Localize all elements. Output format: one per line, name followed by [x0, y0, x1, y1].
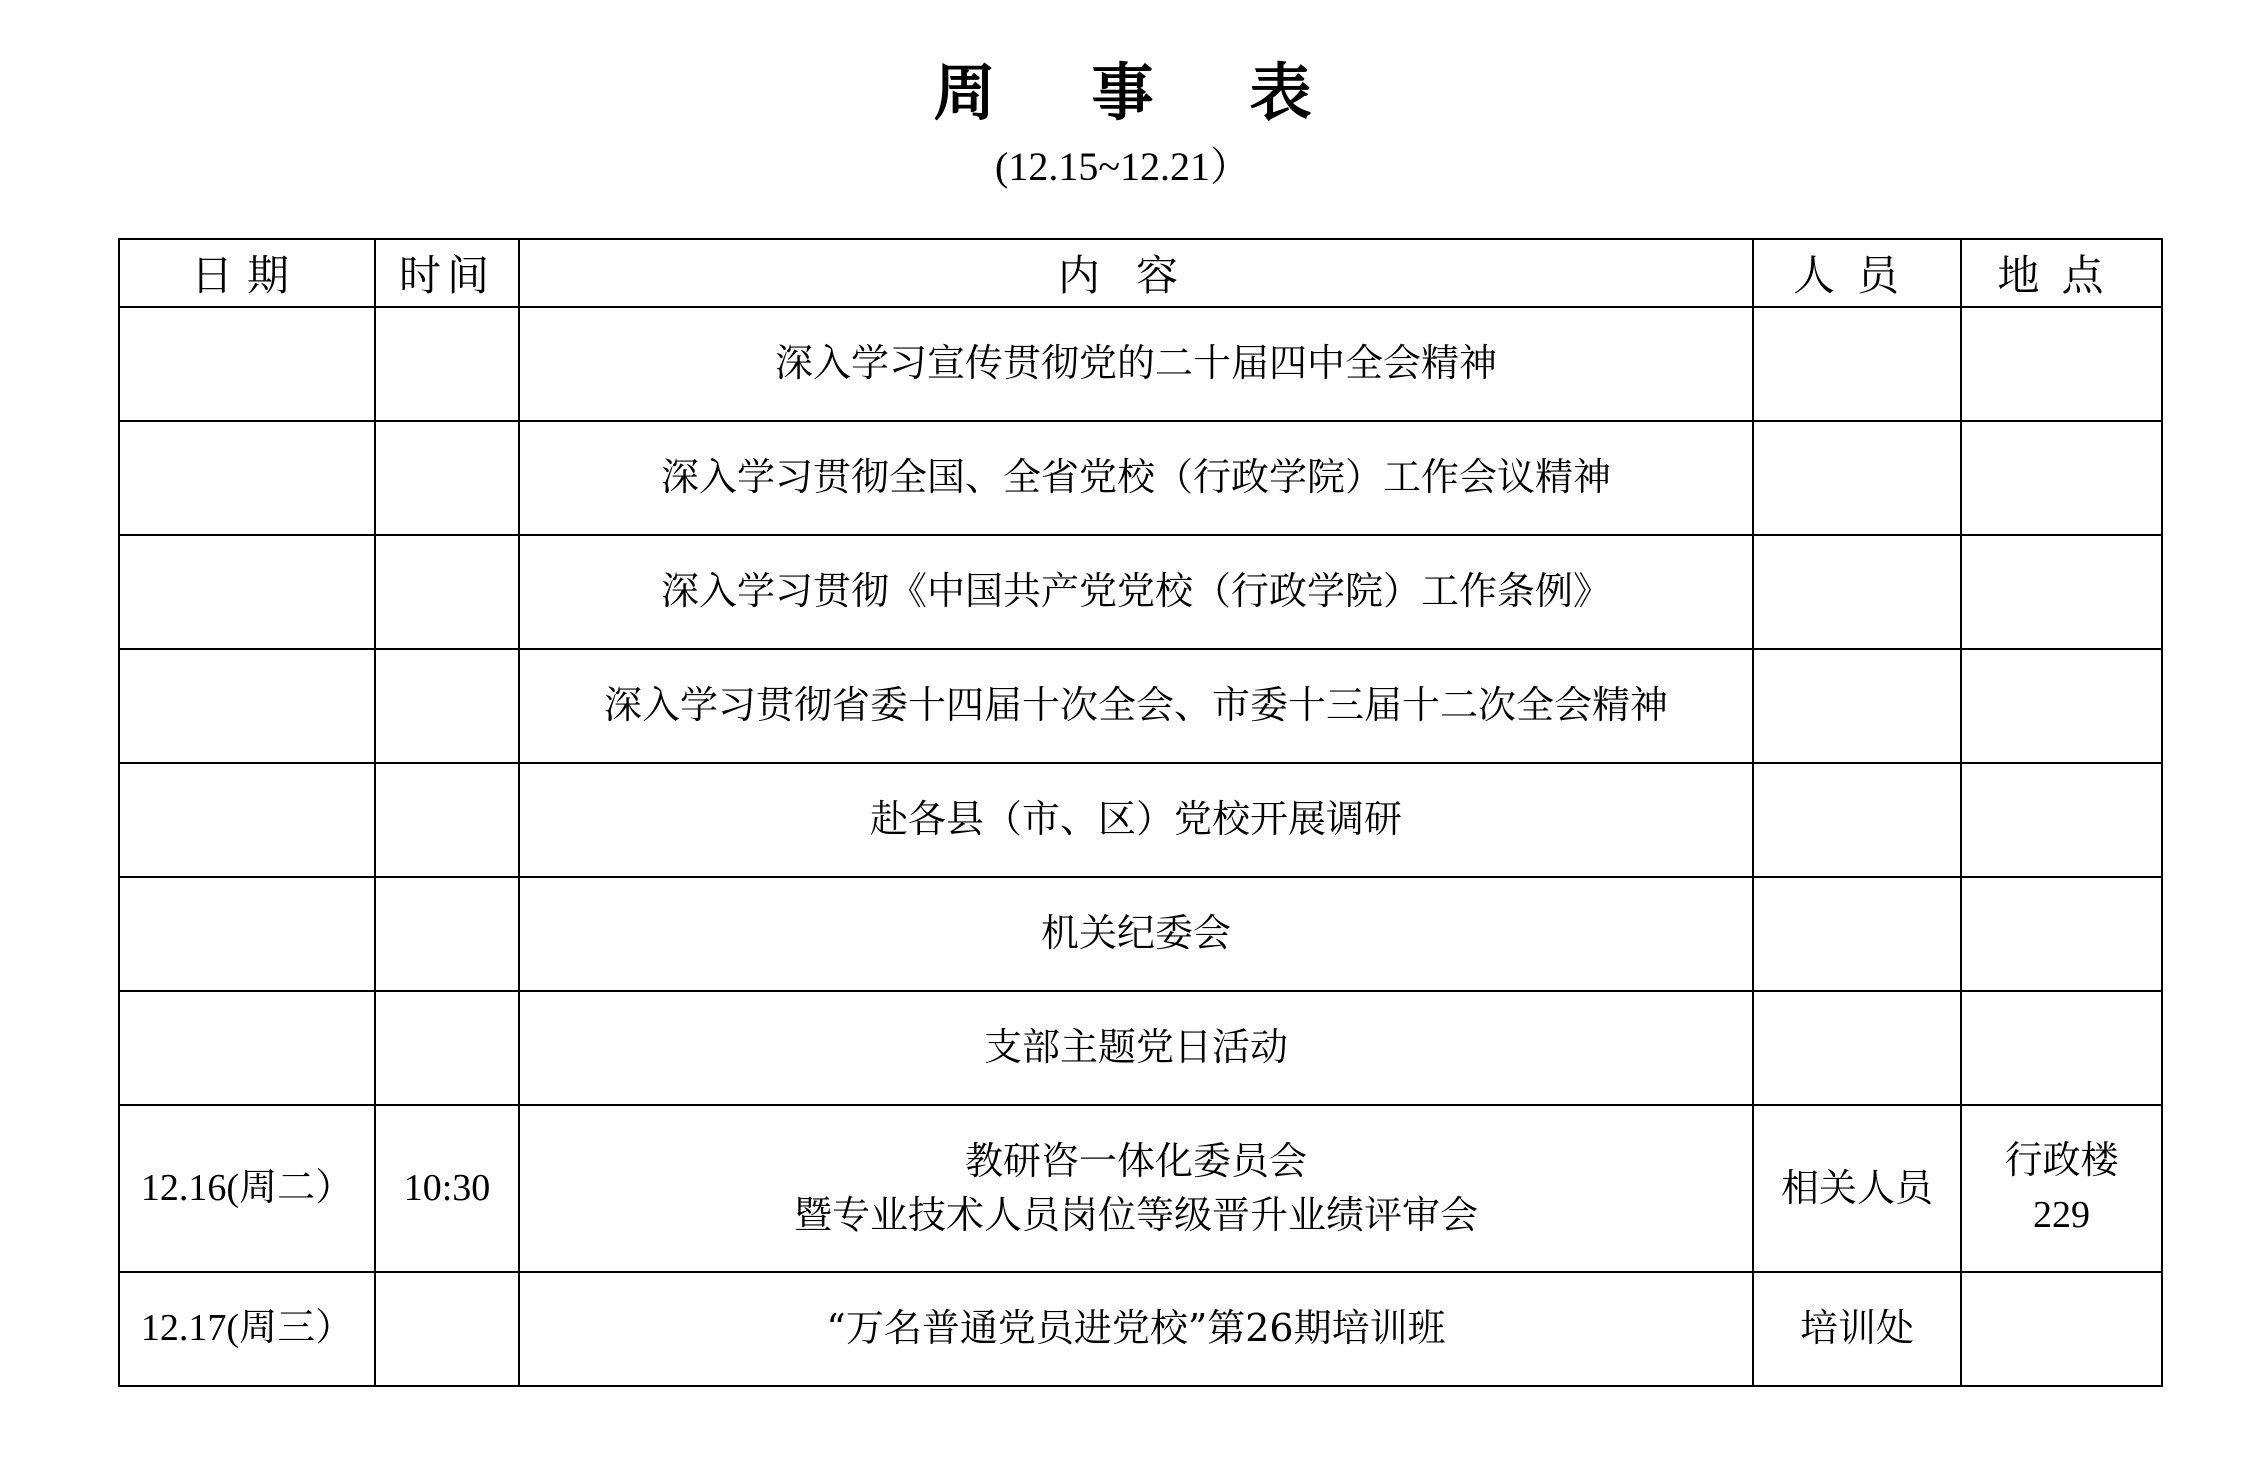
cell-date — [119, 763, 375, 877]
cell-time — [375, 877, 519, 991]
content-line: 支部主题党日活动 — [983, 1025, 1288, 1070]
cell-content — [519, 1105, 1753, 1272]
cell-content — [519, 535, 1753, 649]
table-row — [119, 421, 2162, 535]
content-line: 暨专业技术人员岗位等级晋升业绩评审会 — [793, 1192, 1478, 1237]
content-line: 赴各县（市、区）党校开展调研 — [869, 797, 1402, 842]
cell-people — [1753, 421, 1961, 535]
cell-place — [1961, 763, 2162, 877]
date-range-subtitle: (12.15~12.21） — [995, 144, 1250, 189]
cell-place — [1961, 877, 2162, 991]
cell-content — [519, 763, 1753, 877]
content-line: 深入学习宣传贯彻党的二十届四中全会精神 — [774, 341, 1497, 386]
cell-time — [375, 763, 519, 877]
week-schedule-table — [118, 238, 2163, 1387]
table-body — [119, 307, 2162, 1386]
cell-place — [1961, 307, 2162, 421]
cell-people: 相关人员 — [1753, 1105, 1961, 1272]
cell-date — [119, 877, 375, 991]
cell-date — [119, 307, 375, 421]
header-people: 人员 — [1753, 239, 1961, 307]
cell-place — [1961, 991, 2162, 1105]
content-line: 教研咨一体化委员会 — [964, 1139, 1307, 1184]
cell-time — [375, 1272, 519, 1386]
page-title — [0, 56, 2245, 129]
table-header-row — [119, 239, 2162, 307]
cell-content — [519, 991, 1753, 1105]
title-char: 表 — [1249, 56, 1312, 129]
cell-content — [519, 307, 1753, 421]
cell-content — [519, 649, 1753, 763]
cell-date — [119, 421, 375, 535]
header-place: 地点 — [1961, 239, 2162, 307]
cell-place — [1961, 1105, 2162, 1272]
table-row — [119, 991, 2162, 1105]
cell-people — [1753, 649, 1961, 763]
cell-place — [1961, 1272, 2162, 1386]
cell-time — [375, 307, 519, 421]
cell-date — [119, 991, 375, 1105]
cell-content — [519, 421, 1753, 535]
content-line: “万名普通党员进党校”第26期培训班 — [826, 1306, 1446, 1351]
cell-people — [1753, 991, 1961, 1105]
table-row — [119, 1272, 2162, 1386]
cell-people — [1753, 877, 1961, 991]
cell-date: 12.16(周二） — [119, 1105, 375, 1272]
title-char: 周 — [933, 56, 996, 129]
cell-place — [1961, 535, 2162, 649]
table-row — [119, 307, 2162, 421]
cell-place — [1961, 649, 2162, 763]
content-line: 深入学习贯彻省委十四届十次全会、市委十三届十二次全会精神 — [603, 683, 1668, 728]
cell-people — [1753, 535, 1961, 649]
cell-time — [375, 649, 519, 763]
cell-people — [1753, 763, 1961, 877]
cell-content — [519, 877, 1753, 991]
cell-date — [119, 649, 375, 763]
cell-date — [119, 535, 375, 649]
table-row — [119, 763, 2162, 877]
cell-time — [375, 991, 519, 1105]
header-date: 日期 — [119, 239, 375, 307]
table-row — [119, 649, 2162, 763]
table-row — [119, 535, 2162, 649]
cell-place — [1961, 421, 2162, 535]
content-line: 深入学习贯彻全国、全省党校（行政学院）工作会议精神 — [660, 455, 1611, 500]
cell-content — [519, 1272, 1753, 1386]
content-line: 深入学习贯彻《中国共产党党校（行政学院）工作条例》 — [660, 569, 1611, 614]
cell-time: 10:30 — [375, 1105, 519, 1272]
cell-time — [375, 535, 519, 649]
place-line: 229 — [2033, 1193, 2090, 1236]
title-char: 事 — [1091, 56, 1154, 129]
table-row — [119, 1105, 2162, 1272]
header-content: 内容 — [519, 239, 1753, 307]
cell-people — [1753, 307, 1961, 421]
table-row — [119, 877, 2162, 991]
cell-people: 培训处 — [1753, 1272, 1961, 1386]
header-time: 时间 — [375, 239, 519, 307]
content-line: 机关纪委会 — [1040, 911, 1231, 956]
cell-time — [375, 421, 519, 535]
place-line: 行政楼 — [2004, 1140, 2119, 1183]
cell-date: 12.17(周三） — [119, 1272, 375, 1386]
